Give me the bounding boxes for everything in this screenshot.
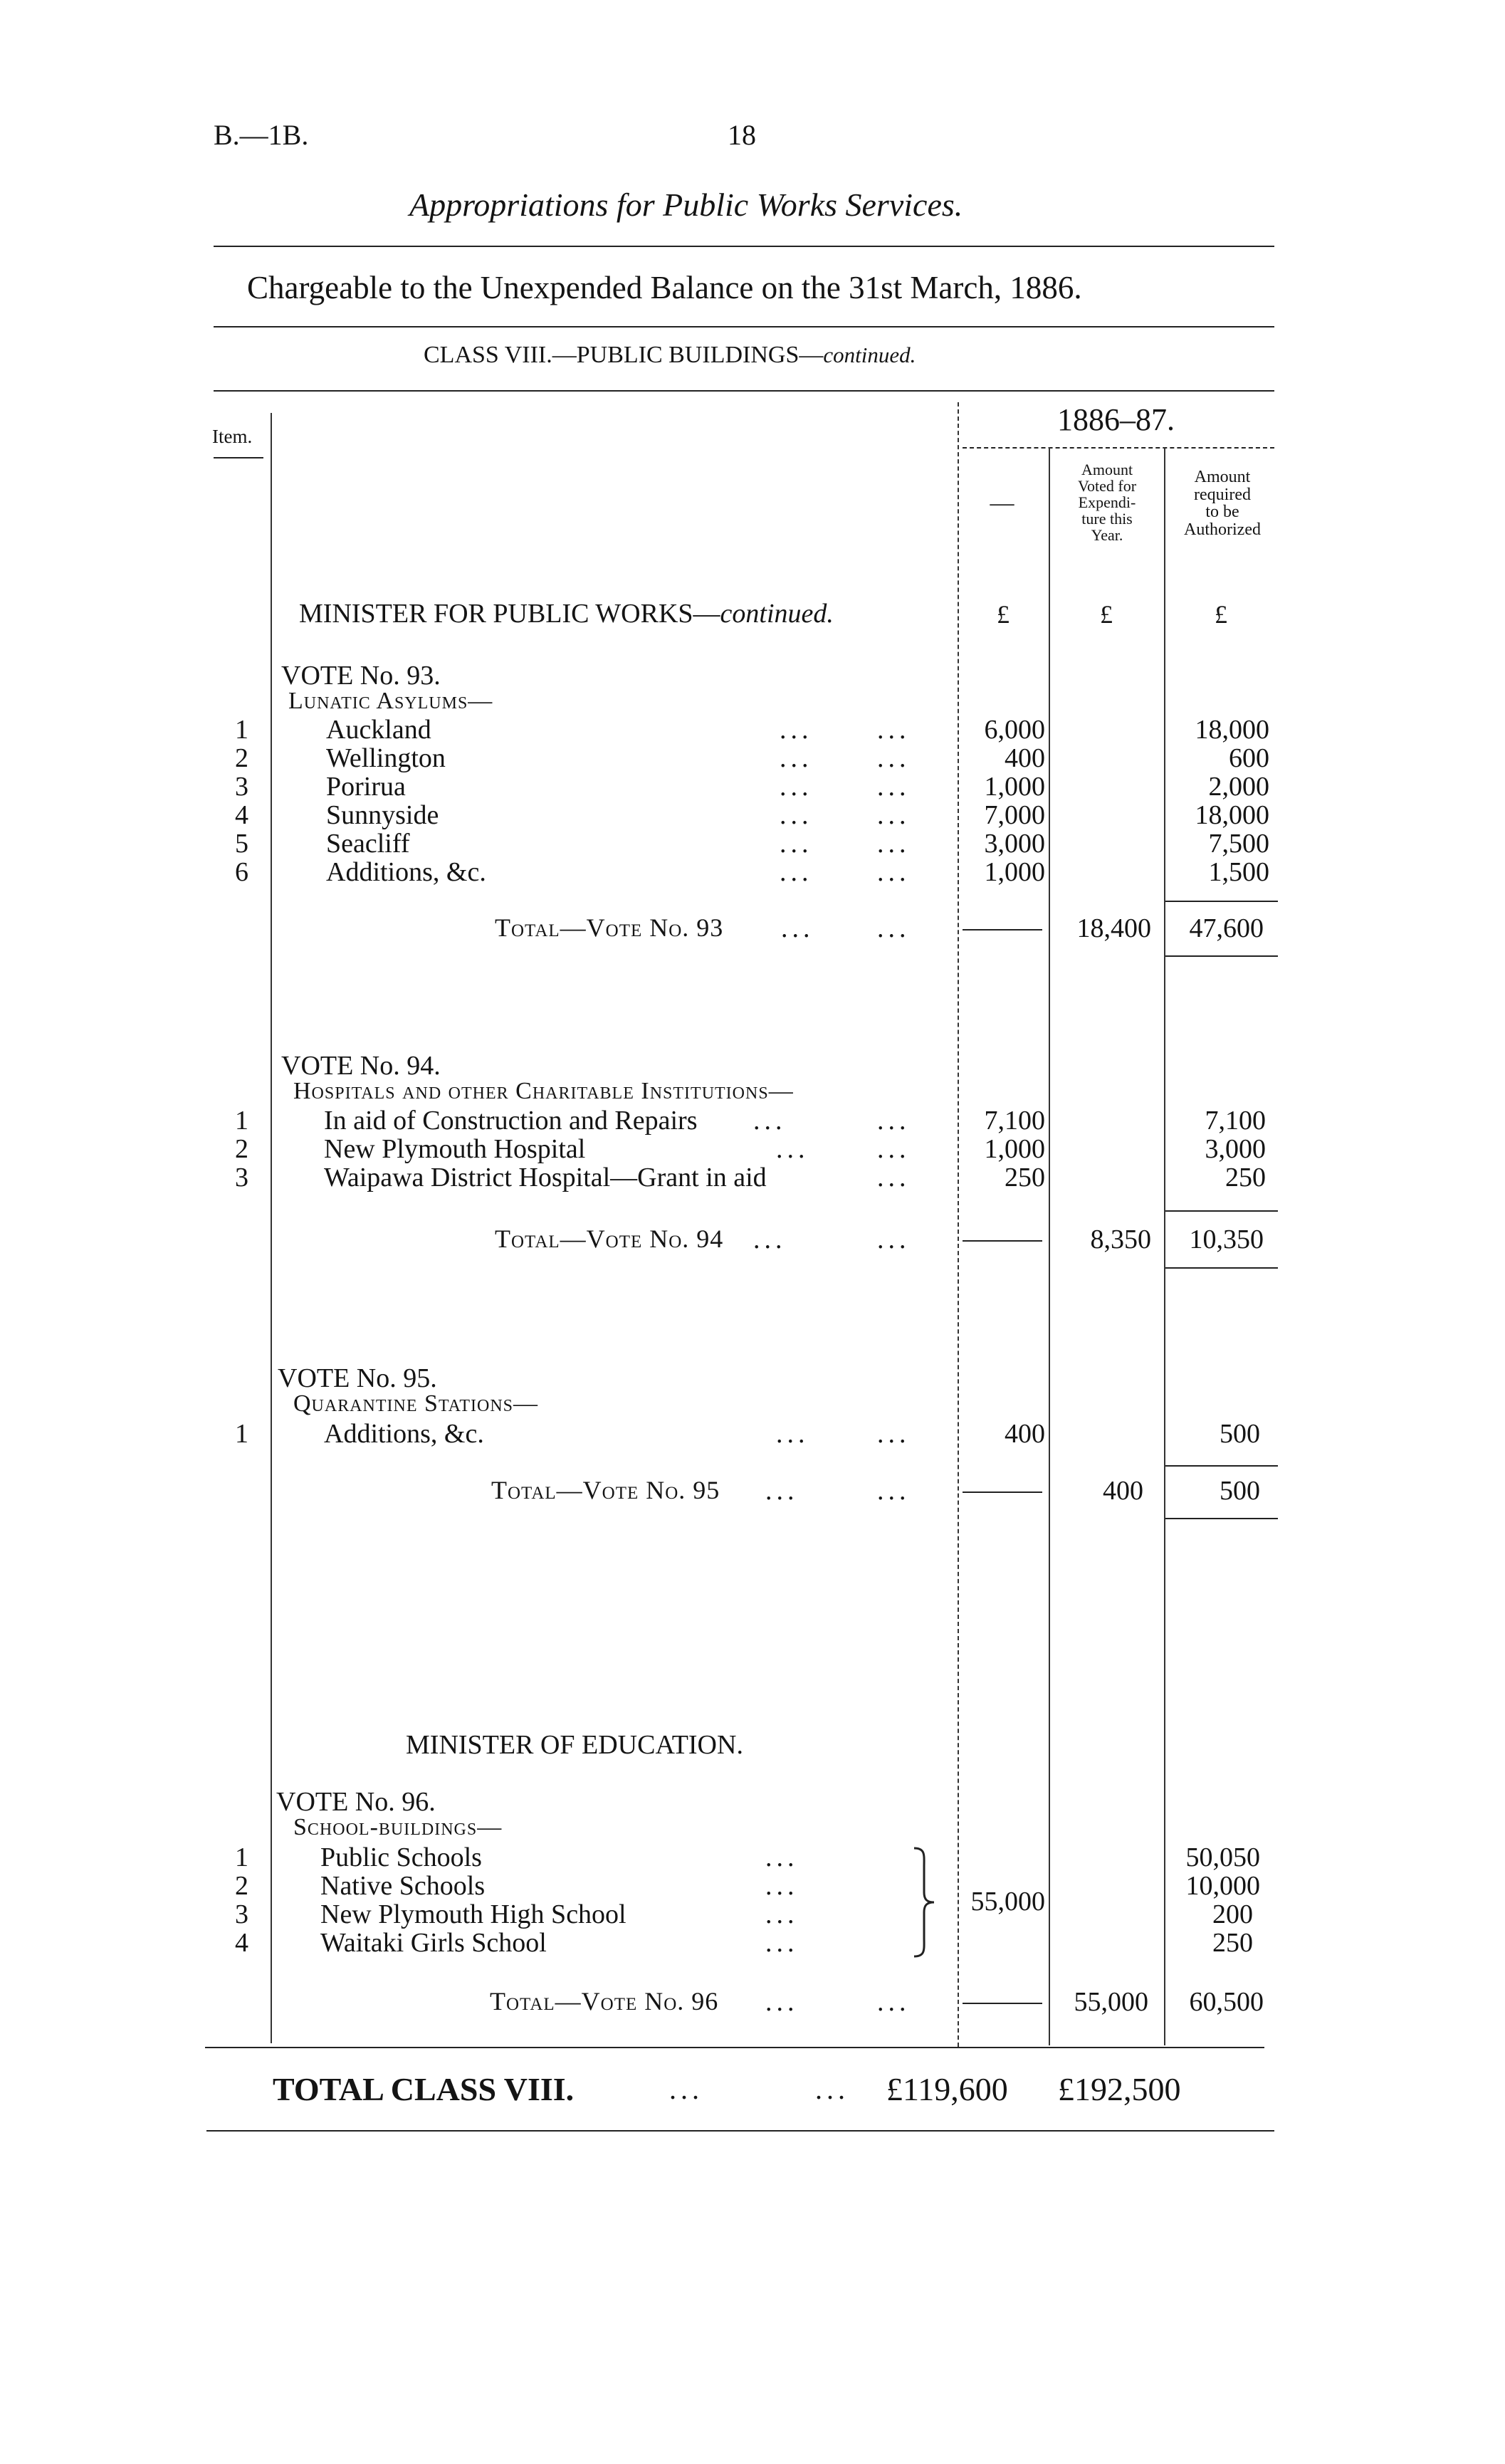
leader-dots: ... bbox=[776, 1134, 809, 1164]
amount-value: 400 bbox=[1005, 1419, 1045, 1449]
rule bbox=[1165, 1267, 1278, 1269]
amount-voted-header: Amount Voted for Expendi- ture this Year. bbox=[1077, 461, 1137, 545]
required-value: 1,500 bbox=[1208, 857, 1269, 887]
amount-value: 1,000 bbox=[984, 857, 1045, 887]
leader-dots: ... bbox=[780, 743, 813, 773]
rule bbox=[214, 326, 1274, 327]
rule bbox=[963, 1491, 1042, 1493]
item-number: 5 bbox=[235, 829, 248, 859]
currency-symbol: £ bbox=[997, 600, 1010, 629]
vote-group: Quarantine Stations— bbox=[293, 1390, 539, 1417]
line-item-name: Seacliff bbox=[326, 829, 410, 859]
line-item-name: Waitaki Girls School bbox=[320, 1928, 547, 1958]
line-item-name: Auckland bbox=[326, 715, 431, 745]
required-value: 200 bbox=[1212, 1899, 1253, 1929]
item-number: 2 bbox=[235, 743, 248, 773]
page-title: Appropriations for Public Works Services. bbox=[409, 187, 963, 223]
leader-dots: ... bbox=[780, 857, 813, 887]
item-number: 4 bbox=[235, 800, 248, 830]
leader-dots: ... bbox=[765, 1987, 799, 2017]
item-number: 2 bbox=[235, 1871, 248, 1901]
line-item-name: Native Schools bbox=[320, 1871, 486, 1901]
leader-dots: ... bbox=[877, 743, 911, 773]
vote-group: School-buildings— bbox=[293, 1814, 503, 1840]
line-item-name: Additions, &c. bbox=[326, 857, 486, 887]
item-number: 6 bbox=[235, 857, 248, 887]
amount-value: 250 bbox=[1005, 1163, 1045, 1192]
leader-dots: ... bbox=[877, 800, 911, 830]
line-item-name: Wellington bbox=[326, 743, 446, 773]
total-voted: 8,350 bbox=[1090, 1225, 1151, 1254]
total-required: 500 bbox=[1220, 1476, 1260, 1506]
vote-group: Lunatic Asylums— bbox=[288, 688, 493, 714]
rule bbox=[963, 2003, 1042, 2004]
leader-dots: ... bbox=[765, 1871, 799, 1901]
line-item-name: In aid of Construction and Repairs bbox=[324, 1106, 698, 1136]
item-number: 1 bbox=[235, 1106, 248, 1136]
leader-dots: ... bbox=[765, 1928, 799, 1958]
year-header: 1886–87. bbox=[1057, 402, 1175, 437]
leader-dots: ... bbox=[780, 772, 813, 802]
line-item-name: Sunnyside bbox=[326, 800, 439, 830]
total-required: 47,600 bbox=[1189, 913, 1264, 943]
item-number: 1 bbox=[235, 1842, 248, 1872]
item-number: 1 bbox=[235, 1419, 248, 1449]
amount-value: 400 bbox=[1005, 743, 1045, 773]
vote-heading: VOTE No. 93. bbox=[281, 661, 441, 691]
rule bbox=[214, 246, 1274, 247]
line-item-name: Public Schools bbox=[320, 1842, 482, 1872]
amount-value: 1,000 bbox=[984, 772, 1045, 802]
page-subtitle: Chargeable to the Unexpended Balance on the 31st March, 1886. bbox=[247, 270, 1082, 305]
leader-dots: ... bbox=[877, 715, 911, 745]
line-item-name: Porirua bbox=[326, 772, 406, 802]
amount-value: 7,000 bbox=[984, 800, 1045, 830]
leader-dots: ... bbox=[877, 1106, 911, 1136]
leader-dots: ... bbox=[877, 829, 911, 859]
document-reference: B.—1B. bbox=[214, 119, 309, 151]
line-item-name: Additions, &c. bbox=[324, 1419, 484, 1449]
leader-dots: ... bbox=[877, 772, 911, 802]
leader-dots: ... bbox=[877, 1476, 911, 1506]
leader-dots: ... bbox=[753, 1225, 787, 1254]
leader-dots: ... bbox=[753, 1106, 787, 1136]
class-heading: CLASS VIII.—PUBLIC BUILDINGS—continued. bbox=[424, 342, 916, 368]
rule bbox=[1165, 955, 1278, 957]
rule bbox=[1165, 1210, 1278, 1212]
required-value: 18,000 bbox=[1195, 800, 1269, 830]
item-column-header: Item. bbox=[212, 426, 253, 447]
vote-heading: VOTE No. 94. bbox=[281, 1051, 441, 1081]
item-number: 2 bbox=[235, 1134, 248, 1164]
leader-dots: ... bbox=[780, 829, 813, 859]
vote-total-label: Total—Vote No. 95 bbox=[491, 1476, 720, 1504]
grand-total-required: £192,500 bbox=[1058, 2071, 1181, 2107]
leader-dots: ... bbox=[765, 1476, 799, 1506]
required-value: 2,000 bbox=[1208, 772, 1269, 802]
item-number: 3 bbox=[235, 1163, 248, 1192]
amount-value: 3,000 bbox=[984, 829, 1045, 859]
bracket-amount: 55,000 bbox=[970, 1887, 1045, 1917]
currency-symbol: £ bbox=[1215, 600, 1227, 629]
rule bbox=[206, 2130, 1274, 2132]
leader-dots: ... bbox=[765, 1842, 799, 1872]
item-number: 1 bbox=[235, 715, 248, 745]
vote-heading: VOTE No. 96. bbox=[276, 1787, 436, 1817]
leader-dots: ... bbox=[877, 857, 911, 887]
line-item-name: Waipawa District Hospital—Grant in aid bbox=[324, 1163, 767, 1192]
column-rule bbox=[958, 402, 959, 2047]
leader-dots: ... bbox=[776, 1419, 809, 1449]
total-required: 60,500 bbox=[1189, 1987, 1264, 2017]
grand-total-label: TOTAL CLASS VIII. bbox=[273, 2071, 575, 2107]
vote-total-label: Total—Vote No. 93 bbox=[495, 913, 724, 942]
required-value: 10,000 bbox=[1185, 1871, 1260, 1901]
grand-total-voted: £119,600 bbox=[886, 2071, 1008, 2107]
leader-dots: ... bbox=[781, 913, 814, 943]
vote-total-label: Total—Vote No. 96 bbox=[490, 1987, 719, 2015]
leader-dots: ... bbox=[669, 2073, 703, 2105]
line-item-name: New Plymouth High School bbox=[320, 1899, 626, 1929]
required-value: 7,500 bbox=[1208, 829, 1269, 859]
rule bbox=[214, 390, 1274, 392]
column-rule bbox=[271, 413, 272, 2043]
leader-dots: ... bbox=[877, 1225, 911, 1254]
leader-dots: ... bbox=[877, 913, 911, 943]
leader-dots: ... bbox=[877, 1419, 911, 1449]
rule bbox=[963, 447, 1274, 449]
vote-heading: VOTE No. 95. bbox=[278, 1363, 437, 1393]
rule bbox=[205, 2047, 1264, 2048]
grouping-brace bbox=[910, 1845, 938, 1959]
item-number: 3 bbox=[235, 772, 248, 802]
total-voted: 55,000 bbox=[1074, 1987, 1148, 2017]
leader-dots: ... bbox=[877, 1134, 911, 1164]
total-voted: 18,400 bbox=[1076, 913, 1151, 943]
rule bbox=[963, 1240, 1042, 1242]
page-number: 18 bbox=[728, 119, 756, 151]
vote-group: Hospitals and other Charitable Institutions— bbox=[293, 1078, 794, 1104]
currency-symbol: £ bbox=[1100, 600, 1113, 629]
required-value: 3,000 bbox=[1205, 1134, 1266, 1164]
leader-dots: ... bbox=[780, 800, 813, 830]
amount-value: 7,100 bbox=[984, 1106, 1045, 1136]
line-item-name: New Plymouth Hospital bbox=[324, 1134, 586, 1164]
required-value: 50,050 bbox=[1185, 1842, 1260, 1872]
required-value: 7,100 bbox=[1205, 1106, 1266, 1136]
required-value: 250 bbox=[1225, 1163, 1266, 1192]
required-value: 250 bbox=[1212, 1928, 1253, 1958]
required-value: 18,000 bbox=[1195, 715, 1269, 745]
rule bbox=[1165, 901, 1278, 902]
rule bbox=[214, 457, 263, 458]
amount-value: 6,000 bbox=[984, 715, 1045, 745]
minister-heading: MINISTER FOR PUBLIC WORKS—continued. bbox=[299, 599, 834, 629]
item-number: 4 bbox=[235, 1928, 248, 1958]
leader-dots: ... bbox=[780, 715, 813, 745]
leader-dots: ... bbox=[877, 1987, 911, 2017]
rule bbox=[963, 929, 1042, 930]
leader-dots: ... bbox=[877, 1163, 911, 1192]
amount-value: 1,000 bbox=[984, 1134, 1045, 1164]
required-value: 500 bbox=[1220, 1419, 1260, 1449]
leader-dots: ... bbox=[765, 1899, 799, 1929]
rule bbox=[1165, 1465, 1278, 1467]
minister-heading: MINISTER OF EDUCATION. bbox=[406, 1730, 743, 1760]
total-voted: 400 bbox=[1103, 1476, 1143, 1506]
required-value: 600 bbox=[1229, 743, 1269, 773]
amount-required-header: Amount required to be Authorized bbox=[1184, 468, 1261, 540]
dash-column-header: — bbox=[990, 490, 1014, 516]
rule bbox=[1165, 1518, 1278, 1519]
item-number: 3 bbox=[235, 1899, 248, 1929]
leader-dots: ... bbox=[815, 2073, 849, 2105]
total-required: 10,350 bbox=[1189, 1225, 1264, 1254]
vote-total-label: Total—Vote No. 94 bbox=[495, 1225, 724, 1253]
